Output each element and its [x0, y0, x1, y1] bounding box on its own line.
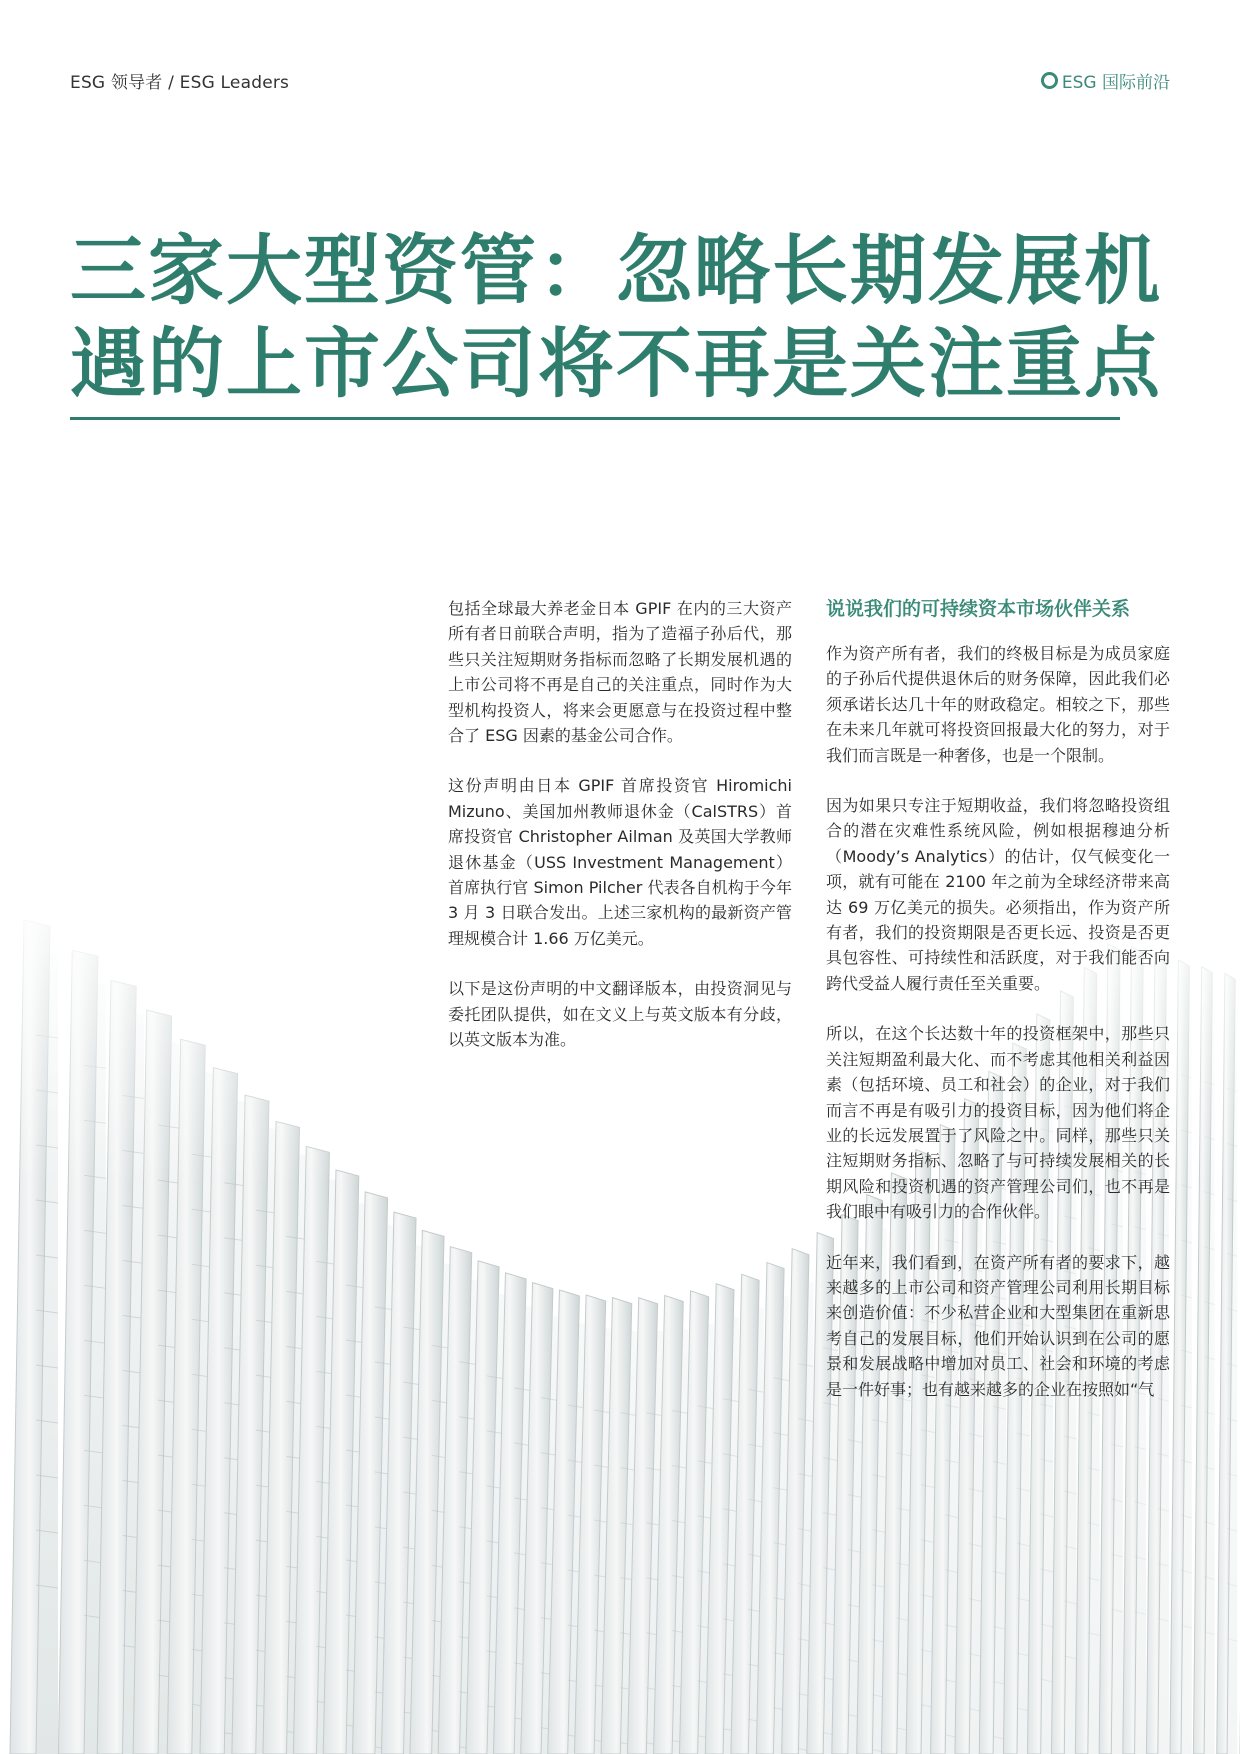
title-line-1: 三家大型资管：忽略长期发展机: [70, 226, 1162, 315]
ring-icon: [1041, 72, 1058, 89]
section-tag-label: ESG 国际前沿: [1061, 73, 1170, 93]
paragraph: 因为如果只专注于短期收益，我们将忽略投资组合的潜在灾难性系统风险，例如根据穆迪分析（Moody’s Analytics）的估计，仅气候变化一项，就有可能在 2100 年之前为全球经济带来高达 69 万亿美元的损失。必须指出，作为资产所有者，我们的投资期限是否更长远、投资是否更具包容性、可持续性和活跃度，对于我们能否向跨代受益人履行责任至关重要。: [826, 796, 1170, 993]
paragraph: 近年来，我们看到，在资产所有者的要求下，越来越多的上市公司和资产管理公司利用长期目标来创造价值：不少私营企业和大型集团在重新思考自己的发展目标，他们开始认识到在公司的愿景和发展战略中增加对员工、社会和环境的考虑是一件好事；也有越来越多的企业在按照如“气: [826, 1252, 1170, 1399]
paragraph: 以下是这份声明的中文翻译版本，由投资洞见与委托团队提供，如在文义上与英文版本有分歧，以英文版本为准。: [448, 979, 792, 1050]
left-column: [448, 596, 792, 1078]
paragraph: 包括全球最大养老金日本 GPIF 在内的三大资产所有者日前联合声明，指为了造福子孙后代，那些只关注短期财务指标而忽略了长期发展机遇的上市公司将不再是自己的关注重点，同时作为大型机构投资人，将来会更愿意与在投资过程中整合了 ESG 因素的基金公司合作。: [448, 599, 792, 746]
title-line-2: 遇的上市公司将不再是关注重点: [70, 319, 1162, 408]
paragraph: 这份声明由日本 GPIF 首席投资官 Hiromichi Mizuno、美国加州教师退休金（CalSTRS）首席投资官 Christopher Ailman 及英国大学教师退休基金（USS Investment Management）首席执行官 Simon Pilcher 代表各自机构于今年 3 月 3 日联合发出。上述三家机构的最新资产管理规模合计 1.66 万亿美元。: [448, 776, 792, 948]
right-column: [826, 596, 1170, 1427]
paragraph: 作为资产所有者，我们的终极目标是为成员家庭的子孙后代提供退休后的财务保障，因此我们必须承诺长达几十年的财政稳定。相较之下，那些在未来几年就可将投资回报最大化的努力，对于我们而言既是一种奢侈，也是一个限制。: [826, 644, 1170, 765]
running-head: ESG 领导者 / ESG Leaders: [70, 73, 290, 93]
paragraph: 所以，在这个长达数十年的投资框架中，那些只关注短期盈利最大化、而不考虑其他相关利益因素（包括环境、员工和社会）的企业，对于我们而言不再是有吸引力的投资目标，因为他们将企业的长远发展置于了风险之中。同样，那些只关注短期财务指标、忽略了与可持续发展相关的长期风险和投资机遇的资产管理公司们，也不再是我们眼中有吸引力的合作伙伴。: [826, 1024, 1170, 1222]
section-subheading: 说说我们的可持续资本市场伙伴关系: [826, 598, 1131, 620]
article-title: [70, 224, 1162, 410]
section-tag: [1041, 68, 1170, 93]
title-divider: [70, 417, 1120, 420]
